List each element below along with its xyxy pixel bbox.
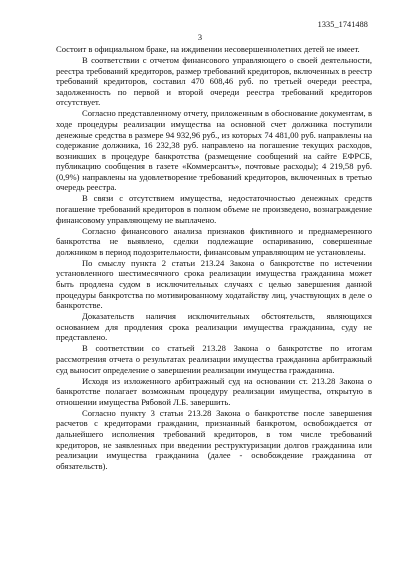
paragraph-9: Исходя из изложенного арбитражный суд на основании ст. 213.28 Закона о банкротстве полагает возможным процедуру реализации имущества, открытую в отношении имущества Рябовой Л.Б. завершить. [56, 375, 372, 407]
page-number: 3 [197, 33, 203, 42]
document-body [56, 44, 372, 471]
paragraph-8: В соответствии со статьей 213.28 Закона о банкротстве по итогам рассмотрения отчета о результатах реализации имущества гражданина арбитражный суд выносит определение о завершении реализации имущества гражданина. [56, 343, 372, 375]
paragraph-2: В соответствии с отчетом финансового управляющего о своей деятельности, реестра требований кредиторов, размер требований кредиторов, включенных в реестр требований кредиторов, составил 470 608,46 руб. по третьей очереди реестра, задолженность по первой и второй очереди реестра требований кредиторов отсутствует. [56, 55, 372, 108]
paragraph-5: Согласно финансового анализа признаков фиктивного и преднамеренного банкротства не выявлено, сделки подлежащие оспариванию, совершенные должником в период подозрительности, финансовым управляющим не установлены. [56, 225, 372, 257]
paragraph-1: Состоит в официальном браке, на иждивении несовершеннолетних детей не имеет. [56, 44, 360, 54]
paragraph-4: В связи с отсутствием имущества, недостаточностью денежных средств погашение требований кредиторов в полном объеме не произведено, вознаграждение финансовому управляющему не выплачено. [56, 193, 372, 225]
document-id: 1335_1741488 [317, 20, 368, 29]
paragraph-6: По смыслу пункта 2 статьи 213.24 Закона о банкротстве по истечении установленного шестимесячного срока реализации имущества гражданина может быть продлена судом в исключительных случаях с целью завершения данной процедуры банкротства по мотивированному ходатайству лиц, участвующих в деле о банкротстве. [56, 257, 372, 311]
paragraph-3: Согласно представленному отчету, приложенным в обоснование документам, в ходе процедуры реализации имущества на основной счет должника поступили денежные средства в размере 94 932,96 руб., из которых 74 481,00 руб. направлены на содержание должника, 16 232,38 руб. направлено на погашение текущих расходов, возникших в процедуре банкротства (размещение сообщений на сайте ЕФРСБ, публикацию сообщения в газете «Коммерсантъ», почтовые расходы); 4 219,58 руб. (0,9%) направлены на удовлетворение требований кредиторов, включенных в третью очередь реестра. [56, 108, 372, 193]
paragraph-10: Согласно пункту 3 статьи 213.28 Закона о банкротстве после завершения расчетов с кредиторами гражданин, признанный банкротом, освобождается от дальнейшего исполнения требований кредиторов, в том числе требований кредиторов, не заявленных при введении реструктуризации долгов гражданина или реализации имущества гражданина (далее - освобождение гражданина от обязательств). [56, 407, 372, 471]
paragraph-7: Доказательств наличия исключительных обстоятельств, являющихся основанием для продления срока реализации имущества гражданина, суду не представлено. [56, 311, 372, 343]
